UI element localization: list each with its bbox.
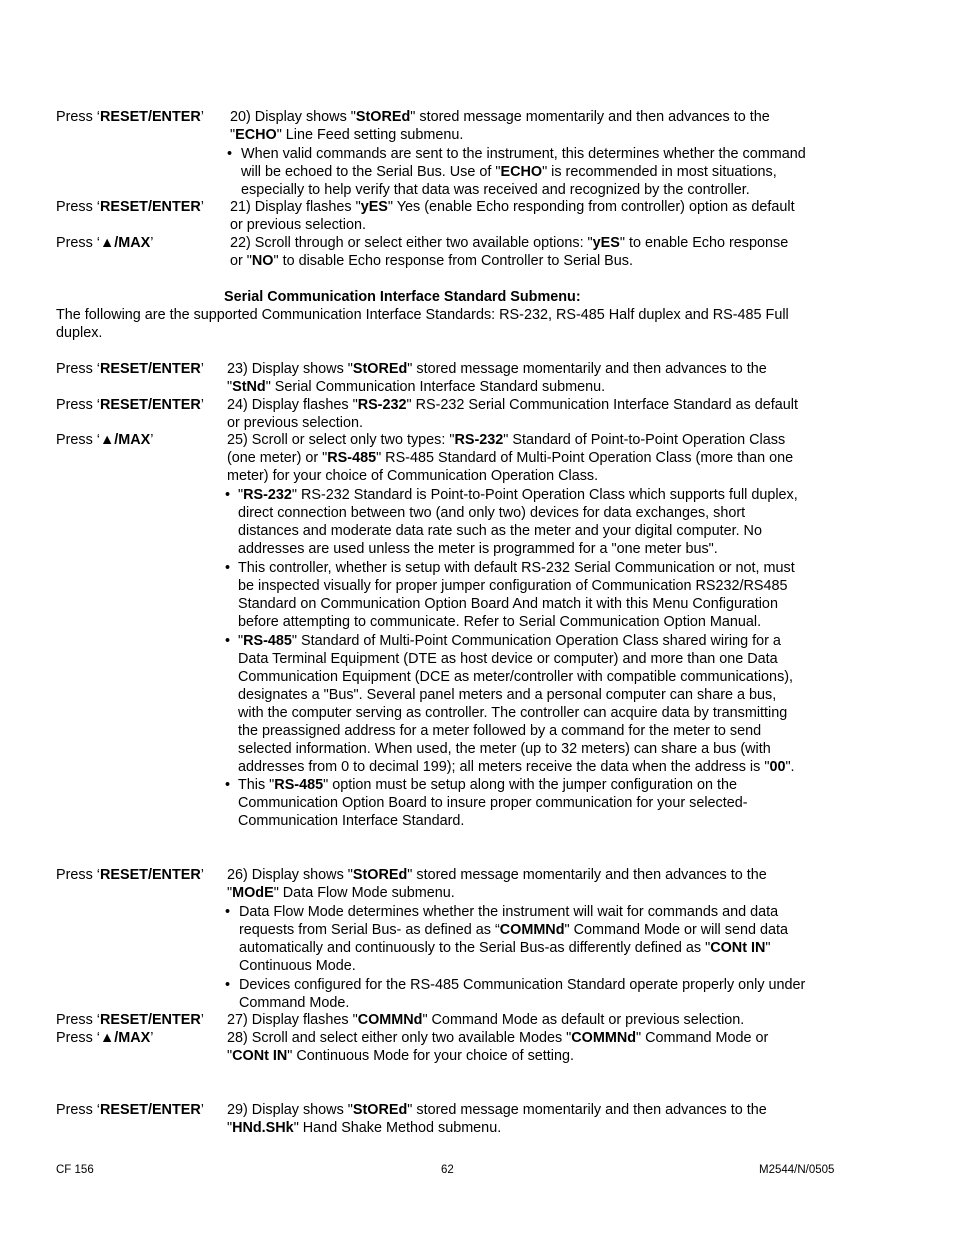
text-line: Data Flow Mode determines whether the instrument will wait for commands and data — [239, 904, 779, 920]
text-line: Communication Equipment (DCE as meter/controller with compatible communications), — [238, 669, 794, 685]
text-line: Data Terminal Equipment (DTE as host device or computer) and more than one Data — [238, 651, 778, 667]
footer-doc-code: CF 156 — [56, 1164, 94, 1176]
press-max-label: Press ‘▲/MAX’ — [56, 1030, 154, 1046]
text-line: 28) Scroll and select either only two available Modes "COMMNd" Command Mode or — [227, 1030, 769, 1046]
text-line: with the computer serving as controller. The controller can acquire data by transmitting — [238, 705, 788, 721]
bullet-icon: • — [225, 777, 231, 793]
text-line: This controller, whether is setup with default RS-232 Serial Communication or not, must — [238, 560, 795, 576]
bullet-icon: • — [225, 904, 231, 920]
text-line: "RS-232" RS-232 Standard is Point-to-Point Operation Class which supports full duplex, — [238, 487, 798, 503]
intro-line-2: duplex. — [56, 325, 103, 341]
text-line: or previous selection. — [227, 415, 363, 431]
bullet-icon: • — [227, 146, 233, 162]
press-reset-enter-label: Press ‘RESET/ENTER’ — [56, 109, 204, 125]
press-reset-enter-label: Press ‘RESET/ENTER’ — [56, 199, 204, 215]
press-reset-enter-label: Press ‘RESET/ENTER’ — [56, 361, 204, 377]
footer-page-number: 62 — [441, 1164, 454, 1176]
press-max-label: Press ‘▲/MAX’ — [56, 432, 154, 448]
text-line: before attempting to communicate. Refer to Serial Communication Option Manual. — [238, 614, 762, 630]
section-heading-stnd: Serial Communication Interface Standard Submenu: — [224, 289, 581, 305]
bullet-icon: • — [225, 977, 231, 993]
text-line: will be echoed to the Serial Bus. Use of "ECHO" is recommended in most situations, — [241, 164, 777, 180]
press-reset-enter-label: Press ‘RESET/ENTER’ — [56, 867, 204, 883]
text-line: "ECHO" Line Feed setting submenu. — [230, 127, 464, 143]
text-line: 21) Display flashes "yES" Yes (enable Echo responding from controller) option as default — [230, 199, 795, 215]
text-line: Devices configured for the RS-485 Communication Standard operate properly only under — [239, 977, 806, 993]
text-line: the preassigned address for a meter followed by a command for the meter to send — [238, 723, 762, 739]
text-line: 22) Scroll through or select either two available options: "yES" to enable Echo response — [230, 235, 789, 251]
text-line: or previous selection. — [230, 217, 366, 233]
press-reset-enter-label: Press ‘RESET/ENTER’ — [56, 1102, 204, 1118]
text-line: 29) Display shows "StOREd" stored message momentarily and then advances to the — [227, 1102, 767, 1118]
text-line: "MOdE" Data Flow Mode submenu. — [227, 885, 455, 901]
text-line: or "NO" to disable Echo response from Controller to Serial Bus. — [230, 253, 633, 269]
text-line: especially to help verify that data was received and recognized by the controller. — [241, 182, 750, 198]
text-line: "RS-485" Standard of Multi-Point Communication Operation Class shared wiring for a — [238, 633, 781, 649]
text-line: 25) Scroll or select only two types: "RS-232" Standard of Point-to-Point Operation Class — [227, 432, 786, 448]
text-line: This "RS-485" option must be setup along with the jumper configuration on the — [238, 777, 737, 793]
bullet-icon: • — [225, 487, 231, 503]
text-line: "StNd" Serial Communication Interface Standard submenu. — [227, 379, 606, 395]
press-reset-enter-label: Press ‘RESET/ENTER’ — [56, 1012, 204, 1028]
text-line: distances and moderate data rate such as the meter and your digital computer. No — [238, 523, 762, 539]
text-line: 24) Display flashes "RS-232" RS-232 Serial Communication Interface Standard as default — [227, 397, 798, 413]
text-line: 20) Display shows "StOREd" stored message momentarily and then advances to the — [230, 109, 770, 125]
text-line: "HNd.SHk" Hand Shake Method submenu. — [227, 1120, 502, 1136]
bullet-icon: • — [225, 560, 231, 576]
press-max-label: Press ‘▲/MAX’ — [56, 235, 154, 251]
text-line: (one meter) or "RS-485" RS-485 Standard of Multi-Point Operation Class (more than one — [227, 450, 794, 466]
footer-revision: M2544/N/0505 — [759, 1164, 835, 1176]
text-line: be inspected visually for proper jumper configuration of Communication RS232/RS485 — [238, 578, 788, 594]
text-line: meter) for your choice of Communication Operation Class. — [227, 468, 599, 484]
text-line: 23) Display shows "StOREd" stored message momentarily and then advances to the — [227, 361, 767, 377]
text-line: addresses are used unless the meter is programmed for a "one meter bus". — [238, 541, 718, 557]
text-line: Standard on Communication Option Board And match it with this Menu Configuration — [238, 596, 778, 612]
text-line: 26) Display shows "StOREd" stored message momentarily and then advances to the — [227, 867, 767, 883]
text-line: Communication Interface Standard. — [238, 813, 465, 829]
text-line: "CONt IN" Continuous Mode for your choice of setting. — [227, 1048, 574, 1064]
text-line: When valid commands are sent to the instrument, this determines whether the command — [241, 146, 806, 162]
text-line: direct connection between two (and only two) devices for data exchanges, short — [238, 505, 746, 521]
bullet-icon: • — [225, 633, 231, 649]
text-line: Command Mode. — [239, 995, 350, 1011]
text-line: designates a "Bus". Several panel meters and a personal computer can share a bus, — [238, 687, 777, 703]
text-line: Communication Option Board to insure proper communication for your selected- — [238, 795, 748, 811]
text-line: Continuous Mode. — [239, 958, 356, 974]
text-line: automatically and continuously to the Serial Bus-as differently defined as "CONt IN" — [239, 940, 771, 956]
text-line: requests from Serial Bus- as defined as “COMMNd" Command Mode or will send data — [239, 922, 788, 938]
press-reset-enter-label: Press ‘RESET/ENTER’ — [56, 397, 204, 413]
text-line: addresses from 0 to decimal 199); all meters receive the data when the address is "00". — [238, 759, 795, 775]
intro-line-1: The following are the supported Communication Interface Standards: RS-232, RS-485 Half duplex and RS-485 Full — [56, 307, 789, 323]
text-line: 27) Display flashes "COMMNd" Command Mode as default or previous selection. — [227, 1012, 745, 1028]
text-line: selected information. When used, the meter (up to 32 meters) can share a bus (with — [238, 741, 771, 757]
